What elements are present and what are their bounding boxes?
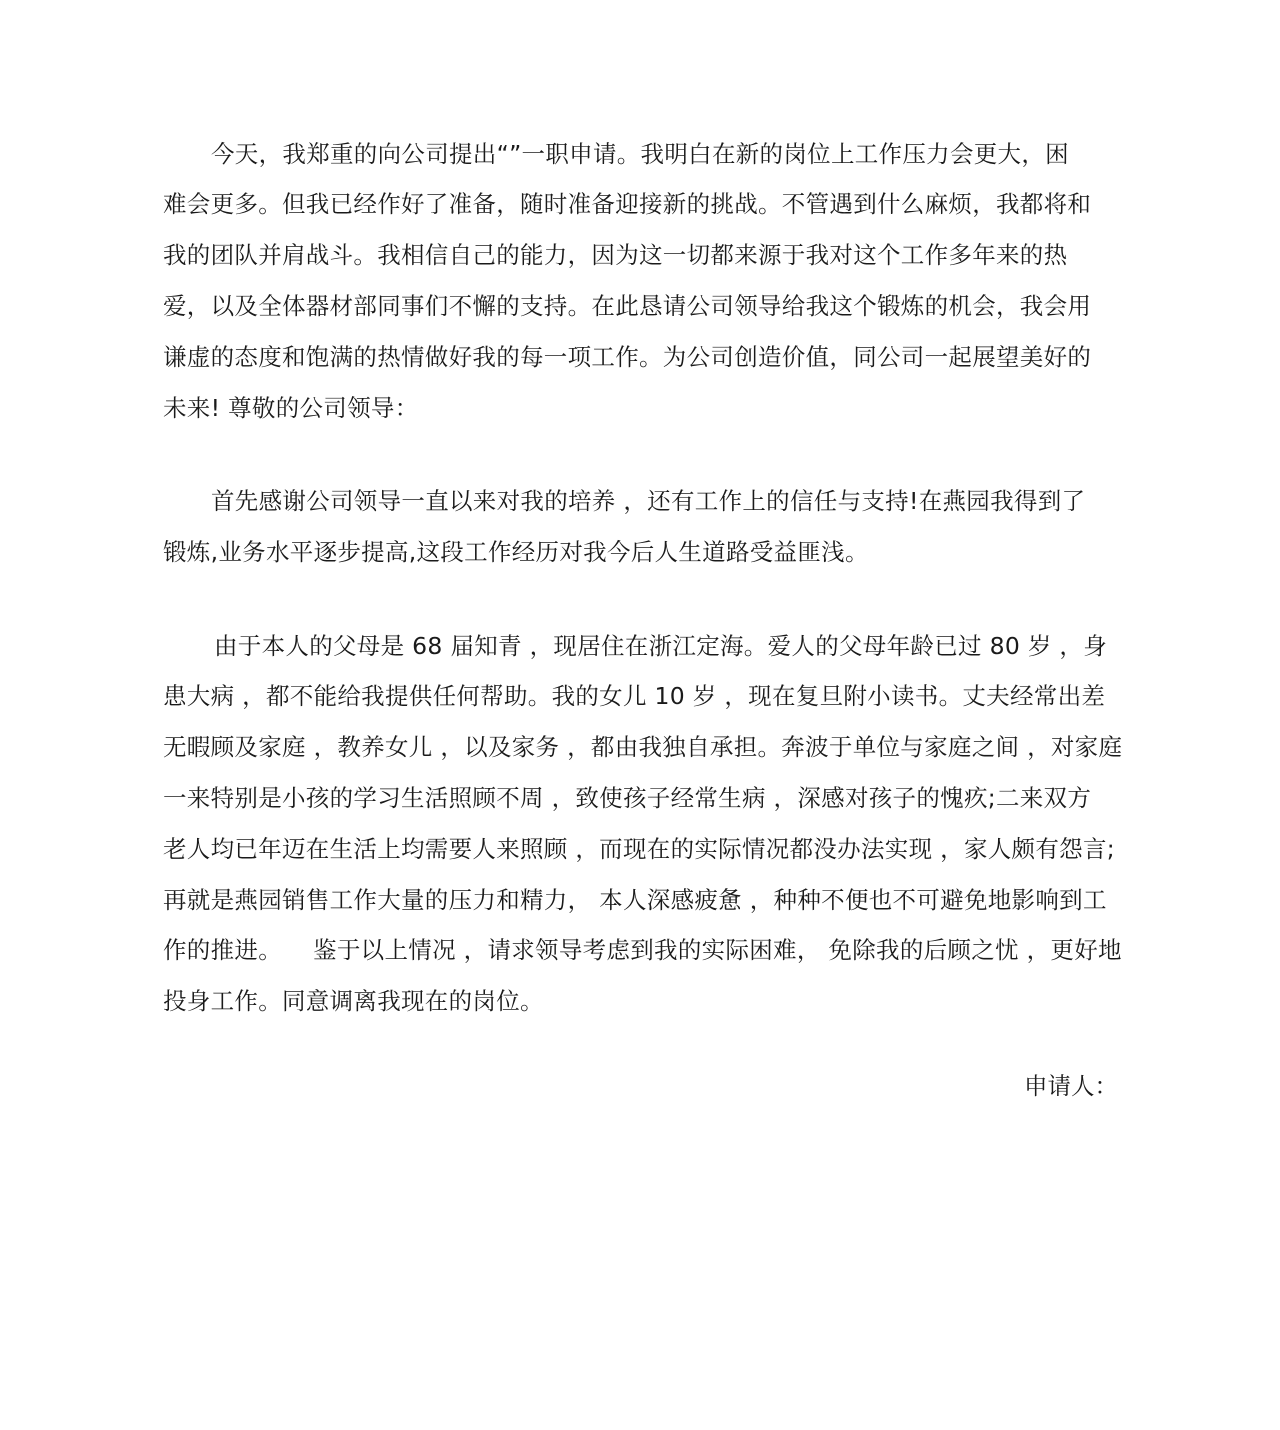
text-line: 投身工作。同意调离我现在的岗位。	[163, 987, 544, 1015]
text-line: 首先感谢公司领导一直以来对我的培养 ，还有工作上的信任与支持!在燕园我得到了	[211, 487, 1086, 515]
text-line: 我的团队并肩战斗。我相信自己的能力，因为这一切都来源于我对这个工作多年来的热	[163, 241, 1068, 269]
text-line: 难会更多。但我已经作好了准备，随时准备迎接新的挑战。不管遇到什么麻烦，我都将和	[163, 190, 1092, 218]
text-line: 无暇顾及家庭 ，教养女儿 ，以及家务 ，都由我独自承担。奔波于单位与家庭之间 ，对家庭	[163, 733, 1123, 761]
text-line: 谦虚的态度和饱满的热情做好我的每一项工作。为公司创造价值，同公司一起展望美好的	[163, 343, 1092, 371]
text-line: 作的推进。 鉴于以上情况 ，请求领导考虑到我的实际困难， 免除我的后顾之忧 ，更好地	[163, 936, 1122, 964]
signature-label: 申请人：	[1024, 1072, 1118, 1100]
text-line: 锻炼,业务水平逐步提高,这段工作经历对我今后人生道路受益匪浅。	[163, 538, 869, 566]
text-line: 今天，我郑重的向公司提出“”一职申请。我明白在新的岗位上工作压力会更大，困	[211, 140, 1069, 168]
text-line: 一来特别是小孩的学习生活照顾不周 ，致使孩子经常生病 ，深感对孩子的愧疚;二来双方	[163, 784, 1092, 812]
text-line: 再就是燕园销售工作大量的压力和精力， 本人深感疲惫 ，种种不便也不可避免地影响到工	[163, 886, 1107, 914]
text-line: 爱，以及全体器材部同事们不懈的支持。在此恳请公司领导给我这个锻炼的机会，我会用	[163, 292, 1092, 320]
text-line: 未来! 尊敬的公司领导：	[163, 394, 419, 422]
text-line: 患大病 ，都不能给我提供任何帮助。我的女儿 10 岁 ，现在复旦附小读书。丈夫经常出差	[163, 682, 1106, 710]
text-line: 老人均已年迈在生活上均需要人来照顾 ，而现在的实际情况都没办法实现 ，家人颇有怨言;	[163, 835, 1115, 863]
text-line: 由于本人的父母是 68 届知青 ，现居住在浙江定海。爱人的父母年龄已过 80 岁 ，身	[214, 632, 1108, 660]
